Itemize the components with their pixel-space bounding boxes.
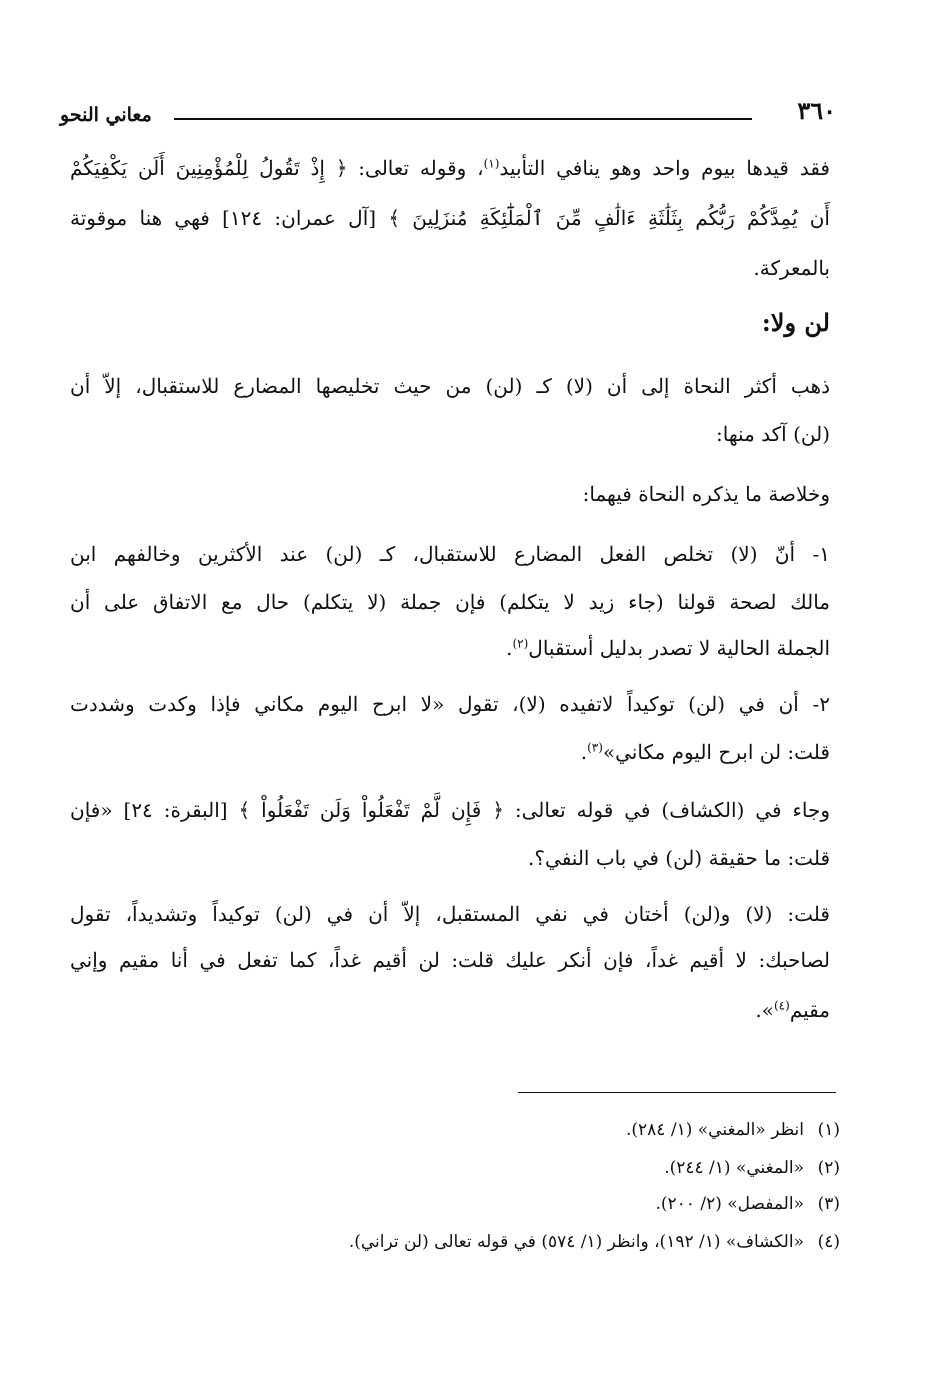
intro-text: فقد قيدها بيوم واحد وهو ينافي التأبيد [499, 156, 830, 180]
footnote-text: «المفصل» (٢/ ٢٠٠). [655, 1194, 804, 1214]
paragraph-text: الجملة الحالية لا تصدر بدليل أستقبال [528, 636, 830, 660]
paragraph-3-line-1: ١- أنّ (لا) تخلص الفعل المضارع للاستقبال، كـ (لن) عند الأكثرين وخالفهم ابن [70, 542, 830, 566]
footnote-ref: (٤) [773, 998, 790, 1013]
paragraph-text: قلت: لن ابرح اليوم مكاني» [602, 740, 830, 764]
footnote-text: «المغني» (١/ ٢٤٤). [664, 1158, 804, 1178]
footnote-2 [664, 1154, 840, 1182]
paragraph-1-line-1: ذهب أكثر النحاة إلى أن (لا) كـ (لن) من حيث تخليصها المضارع للاستقبال، إلاّ أن [70, 374, 830, 398]
paragraph-6-line-2: لصاحبك: لا أقيم غداً، فإن أنكر عليك قلت: لن أقيم غداً، كما تفعل في أنا مقيم وإني [70, 948, 830, 972]
section-heading: لن ولا: [761, 308, 830, 337]
paragraph-4-line-1: ٢- أن في (لن) توكيداً لاتفيده (لا)، تقول «لا ابرح اليوم مكاني فإذا وكدت وشددت [70, 692, 830, 716]
paragraph-6-line-3: مقيم$^{(٤)}$». [755, 998, 830, 1022]
footnote-ref: (١) [483, 156, 500, 171]
paragraph-4-line-2: قلت: لن ابرح اليوم مكاني»$^{(٣)}$. [580, 740, 830, 764]
paragraph-2: وخلاصة ما يذكره النحاة فيهما: [582, 482, 830, 506]
footnote-separator [518, 1092, 836, 1093]
intro-line-2: أَن يُمِدَّكُمْ رَبُّكُم بِثَلَٰثَةِ ءَالَٰفٍ مِّنَ ٱلْمَلَٰٓئِكَةِ مُنزَلِينَ ﴾ [آل عمران: ١٢٤] فهي هنا موقوتة [70, 206, 830, 230]
paragraph-text: مقيم [789, 998, 830, 1022]
footnote-number: (٢) [817, 1158, 840, 1178]
paragraph-1-line-2: (لن) آكد منها: [715, 422, 830, 446]
paragraph-5-line-1: وجاء في (الكشاف) في قوله تعالى: ﴿ فَإِن لَّمْ تَفْعَلُواْ وَلَن تَفْعَلُواْ ﴾ [البقرة: ٢٤] «فإن [70, 798, 830, 822]
footnote-text: انظر «المغني» (١/ ٢٨٤). [626, 1120, 804, 1140]
footnote-ref: (٢) [512, 636, 529, 651]
page-header [60, 96, 836, 136]
paragraph-5-line-2: قلت: ما حقيقة (لن) في باب النفي؟. [528, 846, 830, 870]
paragraph-6-line-1: قلت: (لا) و(لن) أختان في نفي المستقبل، إلاّ أن في (لن) توكيداً وتشديداً، تقول [70, 902, 830, 926]
intro-line-1 [70, 150, 830, 186]
footnote-ref: (٣) [587, 740, 603, 755]
header-rule [174, 118, 752, 120]
footnote-number: (١) [817, 1120, 840, 1140]
footnote-3 [655, 1190, 840, 1218]
page-number: ٣٦٠ [797, 96, 836, 125]
intro-line-3: بالمعركة. [753, 256, 830, 280]
paragraph-3-line-3: الجملة الحالية لا تصدر بدليل أستقبال$^{(٢)}$. [506, 636, 830, 660]
footnote-4 [349, 1228, 840, 1256]
paragraph-3-line-2: مالك لصحة قولنا (جاء زيد لا يتكلم) فإن جملة (لا يتكلم) حال مع الاتفاق على أن [70, 590, 830, 614]
footnote-text: «الكشاف» (١/ ١٩٢)، وانظر (١/ ٥٧٤) في قوله تعالى (لن تراني). [348, 1232, 804, 1252]
footnote-number: (٤) [817, 1232, 840, 1252]
footnote-number: (٣) [817, 1194, 840, 1214]
quran-quote: ، وقوله تعالى: ﴿ إِذْ تَقُولُ لِلْمُؤْمِنِينَ أَلَن يَكْفِيَكُمْ [70, 156, 484, 180]
footnote-1 [626, 1116, 840, 1144]
running-title: معاني النحو [60, 104, 152, 126]
